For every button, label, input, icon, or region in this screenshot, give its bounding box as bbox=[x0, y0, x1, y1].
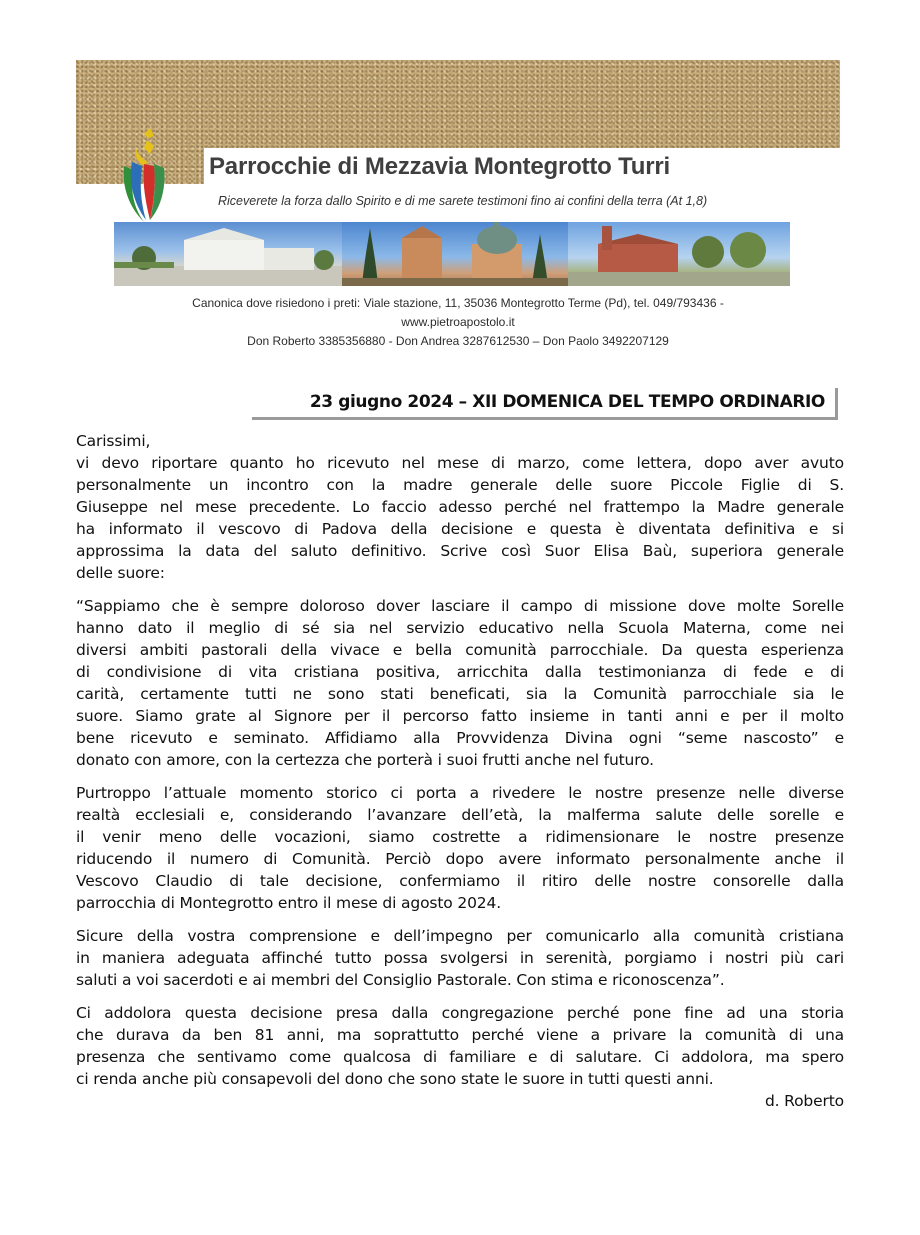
contact-phones: Don Roberto 3385356880 - Don Andrea 3287612530 – Don Paolo 3492207129 bbox=[247, 334, 669, 348]
church-photo-3 bbox=[568, 222, 790, 286]
church-photo-2 bbox=[342, 222, 568, 286]
letter-paragraph-4: Sicure della vostra comprensione e dell’impegno per comunicarlo alla comunità cristiana in maniera adeguata affinché tutto possa svolgersi in serenità, porgiamo i nostri più cari saluti a voi sacerdoti e ai membri del Consiglio Pastorale. Con stima e riconoscenza”. bbox=[76, 927, 844, 989]
letter-paragraph-2: “Sappiamo che è sempre doloroso dover lasciare il campo di missione dove molte Sorelle hanno dato il meglio di sé sia nel servizio educativo nella Scuola Materna, come nei diversi ambiti pastorali della vivace e bella comunità parrocchiale. Da questa esperienza di condivisione di vita cristiana positiva, arricchita dalla testimonianza di fede e di carità, certamente tutti ne sono stati beneficati, sia la Comunità parrocchiale sia le suore. Siamo grate al Signore per il percorso fatto insieme in tanti anni e per il molto bene ricevuto e seminato. Affidiamo alla Provvidenza Divina ogni “seme nascosto” e donato con amore, con la certezza che porterà i suoi frutti anche nel futuro. bbox=[76, 597, 844, 769]
contact-block bbox=[158, 294, 758, 351]
date-heading-box bbox=[252, 388, 838, 420]
letter-greeting: Carissimi, bbox=[76, 432, 151, 450]
letter-paragraph-3: Purtroppo l’attuale momento storico ci porta a rivedere le nostre presenze nelle diverse realtà ecclesiali e, considerando l’avanzare dell’età, la malferma salute delle sorelle e il venir meno delle vocazioni, siamo costrette a ridimensionare le nostre presenze riducendo il numero di Comunità. Perciò dopo avere informato personalmente anche il Vescovo Claudio di tale decisione, confermiamo il ritiro delle nostre consorelle dalla parrocchia di Montegrotto entro il mese di agosto 2024. bbox=[76, 784, 844, 912]
contact-website: www.pietroapostolo.it bbox=[401, 315, 515, 329]
date-heading: 23 giugno 2024 – XII DOMENICA DEL TEMPO ORDINARIO bbox=[309, 392, 825, 412]
letter-paragraph-1: vi devo riportare quanto ho ricevuto nel mese di marzo, come lettera, dopo aver avuto personalmente un incontro con la madre generale delle suore Piccole Figlie di S. Giuseppe nel mese precedente. Lo faccio adesso perché nel frattempo la Madre generale ha informato il vescovo di Padova della decisione e questa è diventata definitiva e si approssima la data del saluto definitivo. Scrive così Suor Elisa Baù, superiora generale delle suore: bbox=[76, 454, 844, 582]
letter-signature: d. Roberto bbox=[764, 1092, 844, 1110]
church-photo-1 bbox=[114, 222, 342, 286]
contact-address: Canonica dove risiedono i preti: Viale stazione, 11, 35036 Montegrotto Terme (Pd), tel. 049/793436 - bbox=[192, 296, 724, 310]
letter-body bbox=[76, 430, 844, 1112]
photo-strip bbox=[114, 222, 790, 286]
parish-motto: Riceverete la forza dallo Spirito e di me sarete testimoni fino ai confini della terra (At 1,8) bbox=[218, 194, 708, 208]
parish-title: Parrocchie di Mezzavia Montegrotto Turri bbox=[209, 153, 670, 180]
letter-paragraph-5: Ci addolora questa decisione presa dalla congregazione perché pone fine ad una storia che durava da ben 81 anni, ma soprattutto perché viene a privare la comunità di una presenza che sentivamo come qualcosa di familiare e di salutare. Ci addolora, ma spero ci renda anche più consapevoli del dono che sono state le suore in tutti questi anni. bbox=[76, 1004, 844, 1088]
parish-logo-icon bbox=[114, 126, 174, 226]
